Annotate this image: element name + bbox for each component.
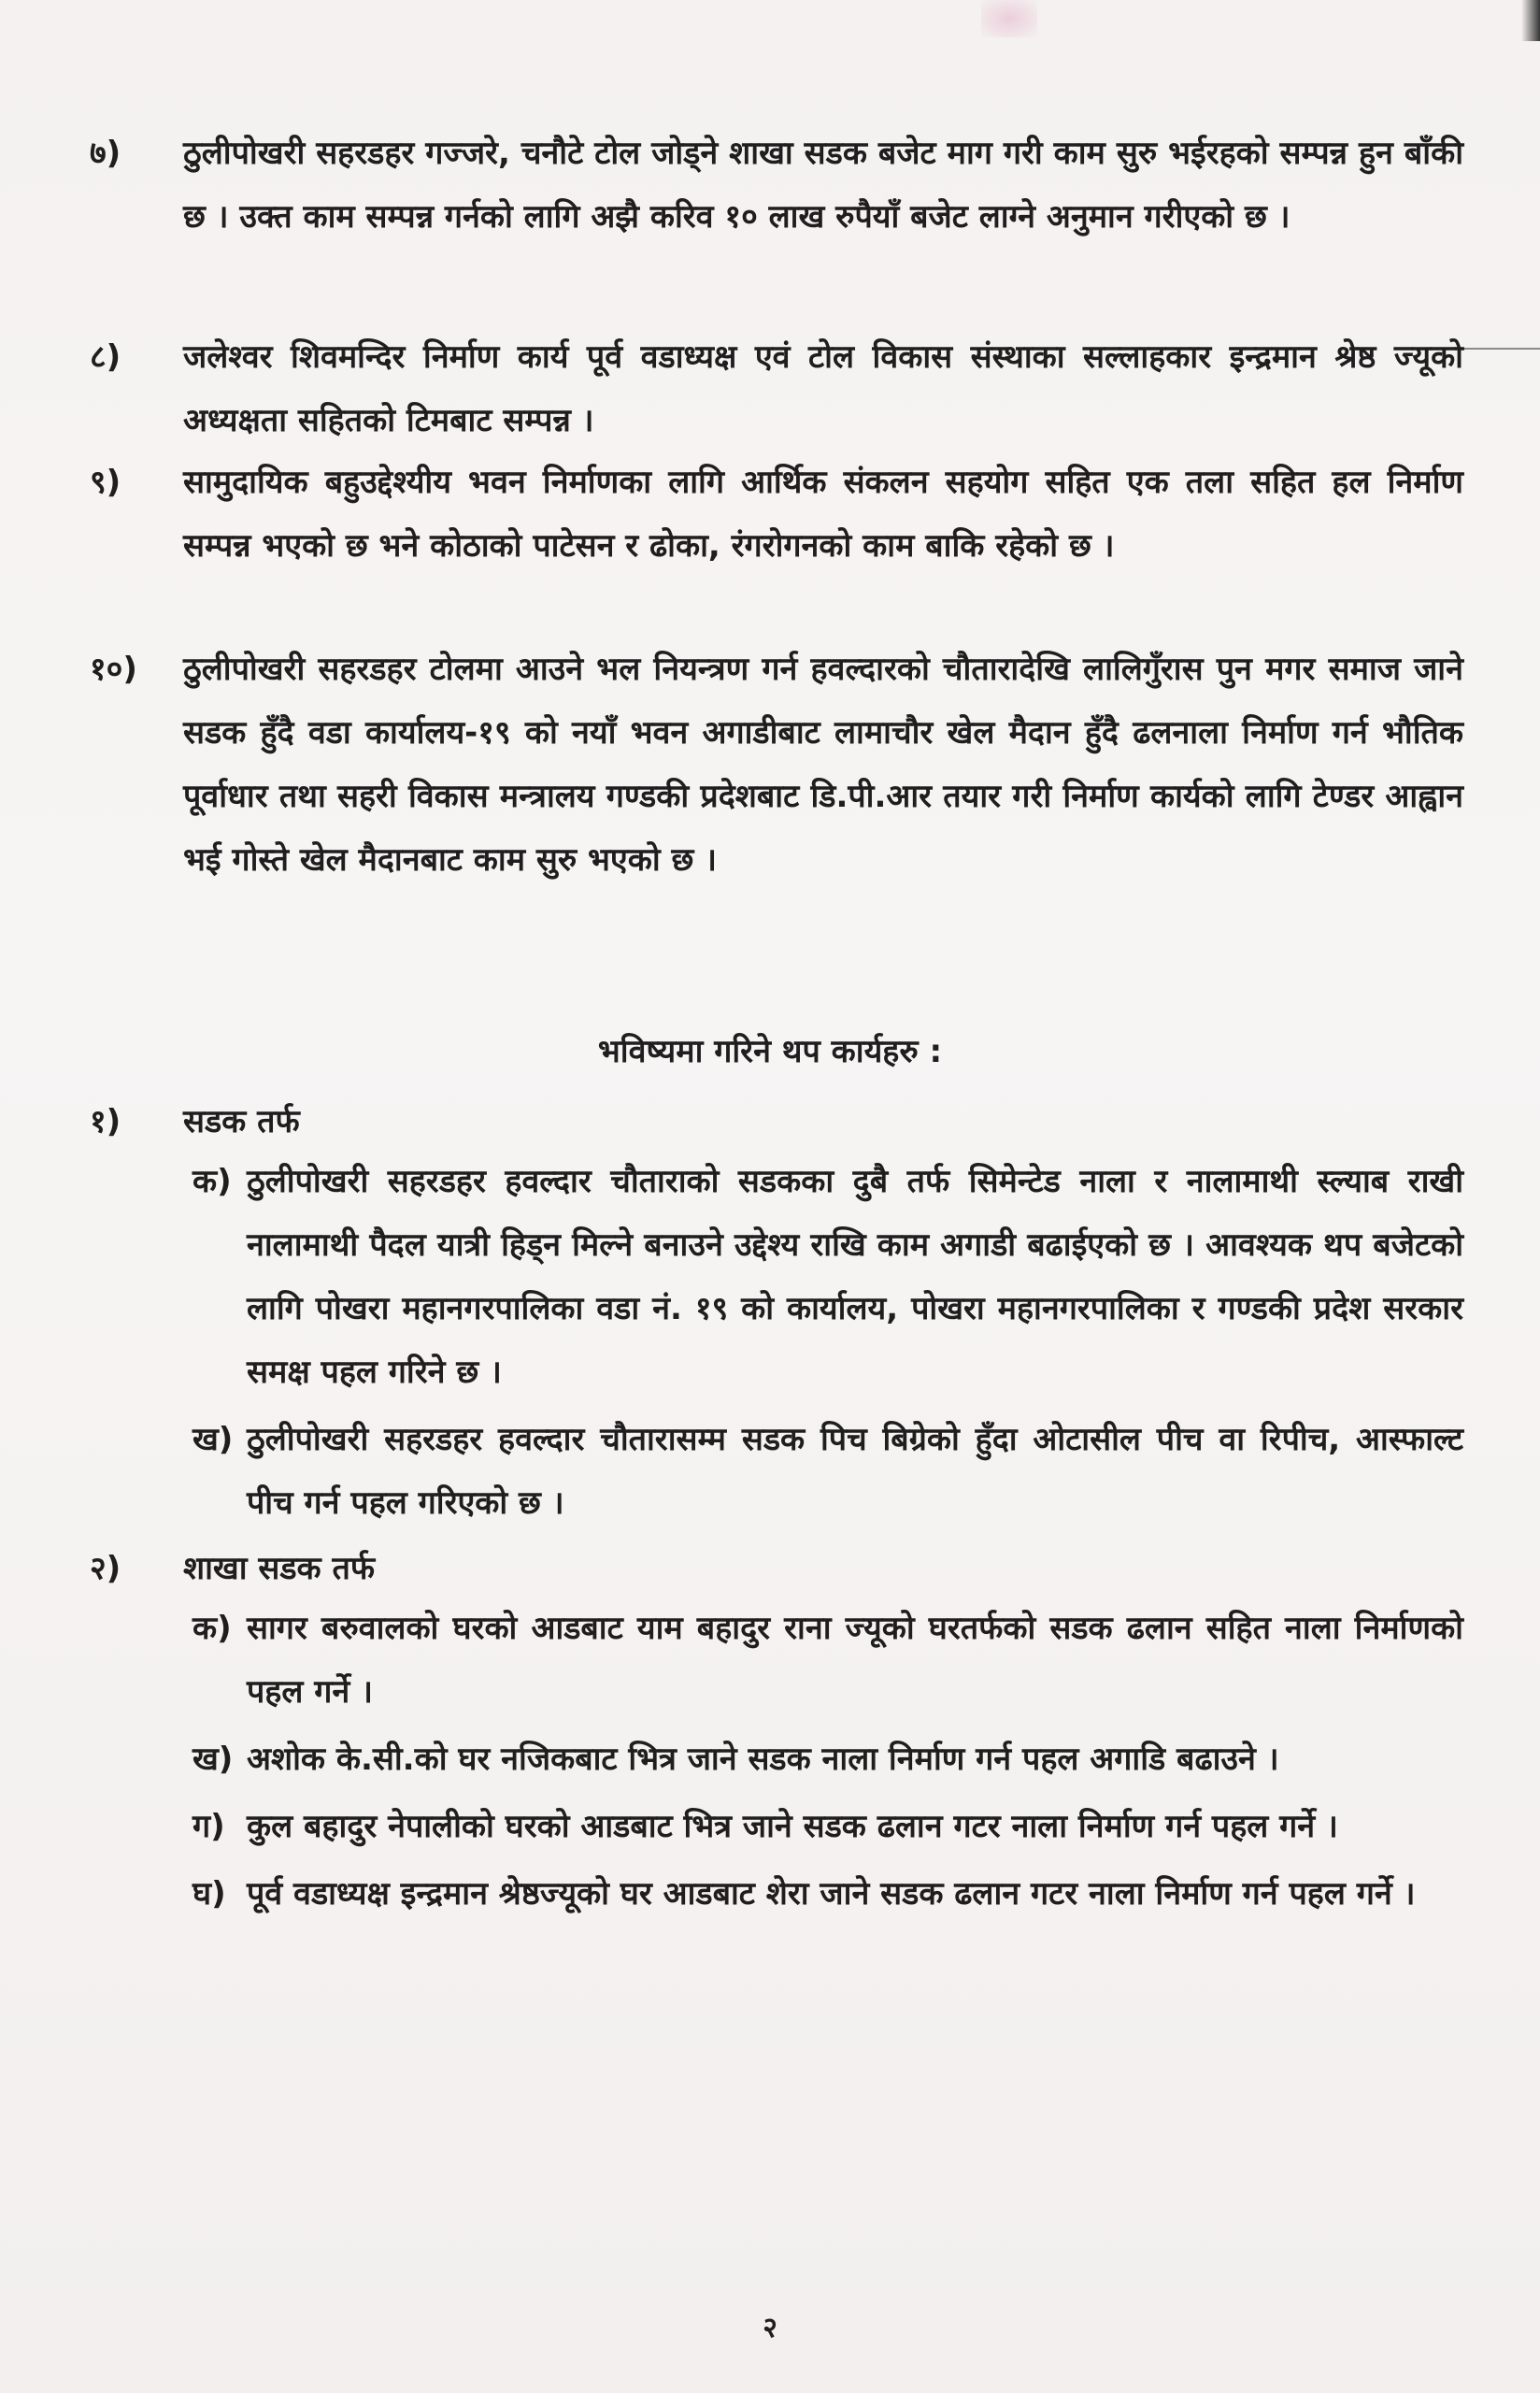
sub-item [192,1862,1463,1926]
item-number: ८) [90,338,121,376]
sub-item [192,1795,1463,1858]
list-item [90,638,1463,892]
item-text: ठुलीपोखरी सहरडहर गज्जरे, चनौटे टोल जोड्ने शाखा सडक बजेट माग गरी काम सुरु भईरहको सम्पन्न हुन बाँकी छ । उक्त काम सम्पन्न गर्नको लागि अझै करिव १० लाख रुपैयाँ बजेट लाग्ने अनुमान गरीएको छ । [183,135,1463,236]
sub-item [192,1597,1463,1724]
list-item [90,122,1463,249]
section-title: सडक तर्फ [183,1103,300,1140]
item-text: सामुदायिक बहुउद्देश्यीय भवन निर्माणका लागि आर्थिक संकलन सहयोग सहित एक तला सहित हल निर्माण सम्पन्न भएको छ भने कोठाको पाटेसन र ढोका, रंगरोगनको काम बाकि रहेको छ । [183,464,1463,565]
item-text: जलेश्वर शिवमन्दिर निर्माण कार्य पूर्व वडाध्यक्ष एवं टोल विकास संस्थाका सल्लाहकार इन्द्रमान श्रेष्ठ ज्यूको अध्यक्षता सहितको टिमबाट सम्पन्न । [183,338,1463,439]
sub-item-text: अशोक के.सी.को घर नजिकबाट भित्र जाने सडक नाला निर्माण गर्न पहल अगाडि बढाउने । [247,1741,1279,1778]
sub-item-text: कुल बहादुर नेपालीको घरको आडबाट भित्र जाने सडक ढलान गटर नाला निर्माण गर्न पहल गर्ने । [247,1808,1338,1845]
sub-item-label: ग) [192,1808,225,1845]
sub-item-text: ठुलीपोखरी सहरडहर हवल्दार चौतारासम्म सडक पिच बिग्रेको हुँदा ओटासील पीच वा रिपीच, आस्फाल्ट पीच गर्न पहल गरिएको छ । [247,1421,1463,1522]
scan-smudge [981,0,1037,37]
section-title: शाखा सडक तर्फ [183,1550,376,1587]
sub-item-label: क) [192,1163,232,1200]
list-item [90,451,1463,578]
scan-corner-shadow [1521,0,1540,41]
section-number: १) [90,1103,121,1140]
sub-item [192,1727,1463,1791]
sub-item-label: ख) [192,1421,234,1458]
sub-item-text: पूर्व वडाध्यक्ष इन्द्रमान श्रेष्ठज्यूको घर आडबाट शेरा जाने सडक ढलान गटर नाला निर्माण गर्न पहल गर्ने । [247,1875,1416,1913]
future-works-heading: भविष्यमा गरिने थप कार्यहरु : [597,1033,943,1070]
item-number: ७) [90,135,121,172]
sub-item [192,1408,1463,1535]
sub-item-text: सागर बरुवालको घरको आडबाट याम बहादुर राना ज्यूको घरतर्फको सडक ढलान सहित नाला निर्माणको पहल गर्ने । [247,1610,1463,1711]
sub-item-label: क) [192,1610,232,1647]
item-number: १०) [90,651,137,688]
item-text: ठुलीपोखरी सहरडहर टोलमा आउने भल नियन्त्रण गर्न हवल्दारको चौतारादेखि लालिगुँरास पुन मगर समाज जाने सडक हुँदै वडा कार्यालय-१९ को नयाँ भवन अगाडीबाट लामाचौर खेल मैदान हुँदै ढलनाला निर्माण गर्न भौतिक पूर्वाधार तथा सहरी विकास मन्त्रालय गण्डकी प्रदेशबाट डि.पी.आर तयार गरी निर्माण कार्यको लागि टेण्डर आह्वान भई गोस्ते खेल मैदानबाट काम सुरु भएको छ । [183,651,1463,879]
section [90,1540,1463,1929]
section [90,1094,1463,1539]
sub-item-label: ख) [192,1741,234,1778]
list-item [90,325,1463,452]
sub-item-text: ठुलीपोखरी सहरडहर हवल्दार चौताराको सडकका दुबै तर्फ सिमेन्टेड नाला र नालामाथी स्ल्याब राखी नालामाथी पैदल यात्री हिड्न मिल्ने बनाउने उद्देश्य राखि काम अगाडी बढाईएको छ । आवश्यक थप बजेटको लागि पोखरा महानगरपालिका वडा नं. १९ को कार्यालय, पोखरा महानगरपालिका र गण्डकी प्रदेश सरकार समक्ष पहल गरिने छ । [247,1163,1463,1391]
sub-item [192,1150,1463,1404]
sub-item-label: घ) [192,1875,226,1913]
section-number: २) [90,1550,121,1587]
page-number: २ [763,2312,777,2344]
item-number: ९) [90,464,121,501]
